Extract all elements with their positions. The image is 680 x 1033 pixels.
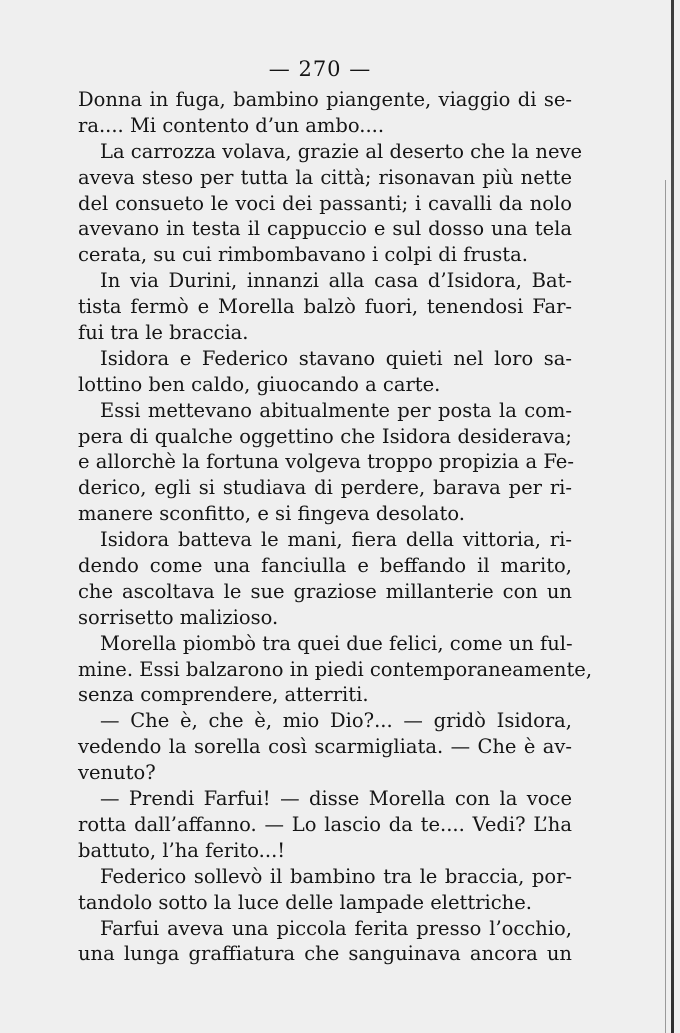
body-text [78,87,593,967]
text-line: tandolo sotto la luce delle lampade elettriche. [78,890,532,914]
text-line: Donna in fuga, bambino piangente, viaggio di se- [78,88,572,111]
page-binding-edge [671,0,674,1033]
text-line: ra.... Mi contento d’un ambo.... [78,113,385,137]
text-line: — Prendi Farfui! — disse Morella con la voce [100,787,572,811]
text-line: avevano in testa il cappuccio e sul dosso una tela [78,217,572,241]
text-line: vedendo la sorella così scarmigliata. — Che è av- [78,735,572,759]
text-line: rotta dall’affanno. — Lo lascio da te.... Vedi? L’ha [78,812,572,836]
text-line: che ascoltava le sue graziose millanterie con un [78,579,572,603]
text-line: lottino ben caldo, giuocando a carte. [78,372,441,396]
text-line: Farfui aveva una piccola ferita presso l’occhio, [100,916,572,940]
text-line: Essi mettevano abitualmente per posta la com- [100,398,572,422]
text-line: derico, egli si studiava di perdere, barava per ri- [78,476,572,500]
text-line: Morella piombò tra quei due felici, come un ful- [100,631,573,655]
text-line: tista fermò e Morella balzò fuori, tenendosi Far- [78,295,572,319]
text-line: Isidora e Federico stavano quieti nel loro sa- [100,346,572,370]
text-line: cerata, su cui rimbombavano i colpi di frusta. [78,243,528,267]
text-line: In via Durini, innanzi alla casa d’Isidora, Bat- [100,269,572,293]
text-line: battuto, l’ha ferito...! [78,838,286,862]
text-line: fui tra le braccia. [78,321,249,345]
page-binding-shadow [665,180,666,1033]
text-line: del consueto le voci dei passanti; i cavalli da nolo [78,191,572,215]
text-line: mine. Essi balzarono in piedi contemporaneamente, [78,657,593,681]
text-line: dendo come una fanciulla e beffando il marito, [78,554,572,578]
text-line: Federico sollevò il bambino tra le braccia, por- [100,864,572,888]
text-line: aveva steso per tutta la città; risonavan più nette [78,165,572,189]
text-line: La carrozza volava, grazie al deserto che la neve [100,139,583,163]
text-line: e allorchè la fortuna volgeva troppo propizia a Fe- [78,450,574,474]
text-line: pera di qualche oggettino che Isidora desiderava; [78,424,572,448]
text-line: manere sconfitto, e si fingeva desolato. [78,502,465,526]
text-line: Isidora batteva le mani, fiera della vittoria, ri- [100,528,572,552]
page-number: — 270 — [268,57,372,81]
text-line: — Che è, che è, mio Dio?... — gridò Isidora, [100,709,572,733]
text-line: senza comprendere, atterriti. [78,683,369,707]
text-line: una lunga graffiatura che sanguinava ancora un [78,942,572,966]
text-line: sorrisetto malizioso. [78,605,279,629]
text-line: venuto? [78,761,156,785]
